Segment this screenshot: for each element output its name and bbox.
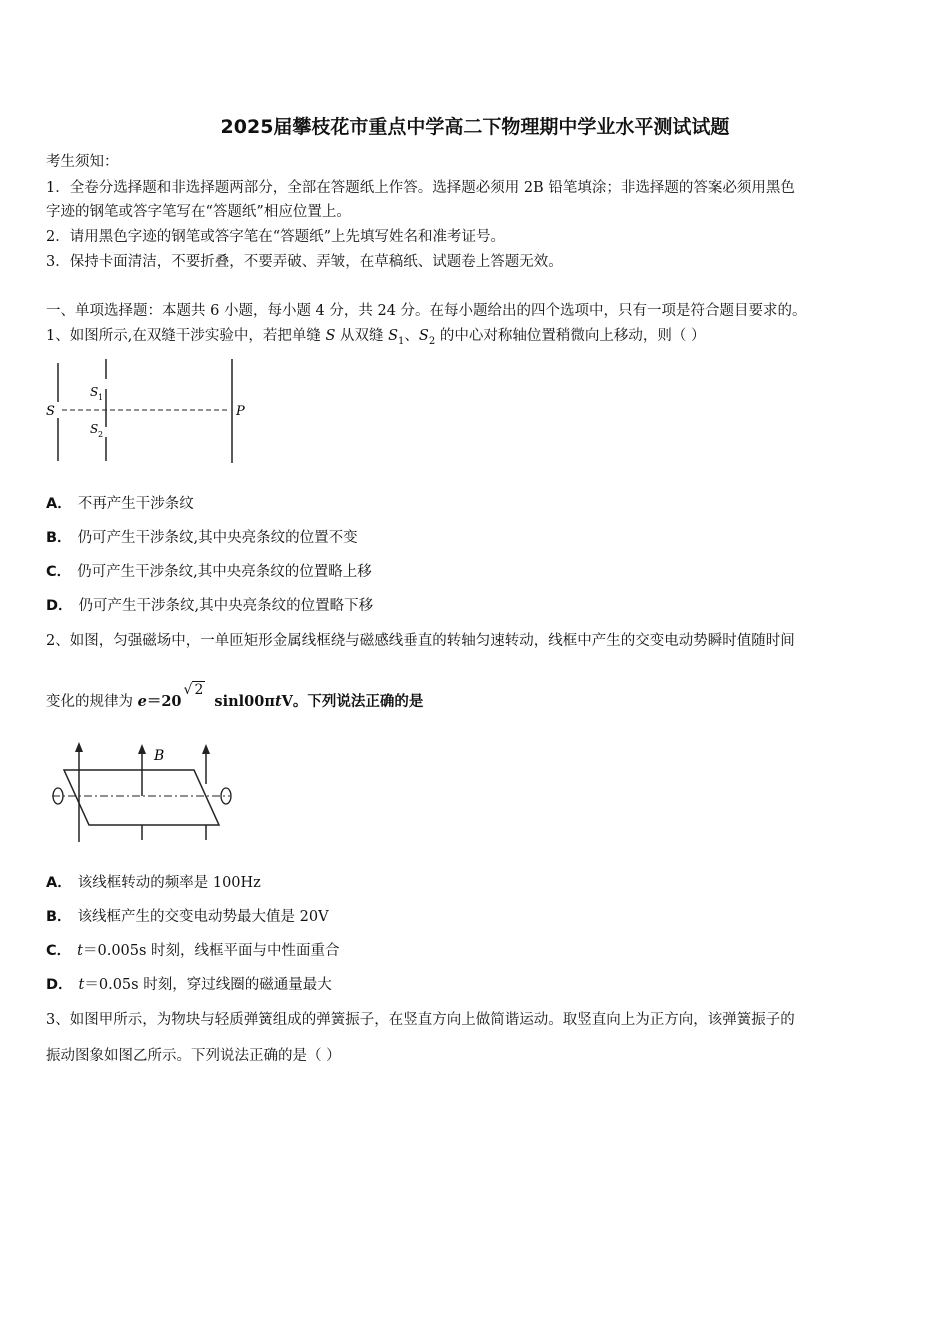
notice-line-1a: 1．全卷分选择题和非选择题两部分，全部在答题纸上作答。选择题必须用 2B 铅笔填涂；非选择题的答案必须用黑色 bbox=[46, 180, 795, 196]
notice-heading: 考生须知： bbox=[46, 154, 119, 170]
q2-option-b: B． 该线框产生的交变电动势最大值是 20V bbox=[46, 909, 329, 925]
q1-stem: 1、如图所示,在双缝干涉实验中，若把单缝 S 从双缝 $S_1$、$S_2$ 的中心对称轴位置稍微向上移动，则（ ） bbox=[46, 328, 706, 347]
page-title: 2025届攀枝花市重点中学高二下物理期中学业水平测试试题 bbox=[220, 116, 730, 138]
label-S: S bbox=[46, 404, 55, 419]
label-S1-sub: 1 bbox=[98, 393, 104, 402]
sqrt-2: √ 2 bbox=[183, 682, 204, 698]
q1-option-a: A． 不再产生干涉条纹 bbox=[46, 496, 194, 512]
q2-stem-1: 2、如图，匀强磁场中，一单匝矩形金属线框绕与磁感线垂直的转轴匀速转动，线框中产生的交变电动势瞬时值随时间 bbox=[46, 633, 795, 649]
q2-option-d: D． t＝0.05s 时刻，穿过线圈的磁通量最大 bbox=[46, 977, 332, 993]
notice-line-2: 2．请用黑色字迹的钢笔或答字笔在“答题纸”上先填写姓名和准考证号。 bbox=[46, 229, 506, 245]
label-P: P bbox=[236, 404, 245, 419]
notice-line-1b: 字迹的钢笔或答字笔写在“答题纸”相应位置上。 bbox=[46, 204, 351, 220]
double-slit-diagram bbox=[44, 355, 254, 467]
q2-option-a: A． 该线框转动的频率是 100Hz bbox=[46, 875, 261, 891]
q2-stem-2: 变化的规律为 e＝20√ 2 sinl00πtV。下列说法正确的是 bbox=[46, 682, 424, 710]
rotating-coil-diagram bbox=[44, 740, 244, 848]
label-S1: S bbox=[90, 385, 99, 399]
q3-stem-1: 3、如图甲所示，为物块与轻质弹簧组成的弹簧振子，在竖直方向上做简谐运动。取竖直向上为正方向，该弹簧振子的 bbox=[46, 1012, 795, 1028]
section-heading: 一、单项选择题：本题共 6 小题，每小题 4 分，共 24 分。在每小题给出的四个选项中，只有一项是符合题目要求的。 bbox=[46, 303, 807, 319]
q2-option-c: C． t＝0.005s 时刻，线框平面与中性面重合 bbox=[46, 943, 340, 959]
label-S2-sub: 2 bbox=[98, 430, 104, 439]
label-S2: S bbox=[90, 422, 99, 436]
q1-option-c: C． 仍可产生干涉条纹,其中央亮条纹的位置略上移 bbox=[46, 564, 372, 580]
q1-option-b: B． 仍可产生干涉条纹,其中央亮条纹的位置不变 bbox=[46, 530, 358, 546]
q1-option-d: D． 仍可产生干涉条纹,其中央亮条纹的位置略下移 bbox=[46, 598, 374, 614]
label-B: B bbox=[154, 748, 165, 764]
notice-line-3: 3．保持卡面清洁，不要折叠，不要弄破、弄皱，在草稿纸、试题卷上答题无效。 bbox=[46, 254, 563, 270]
q3-stem-2: 振动图象如图乙所示。下列说法正确的是（ ） bbox=[46, 1048, 341, 1064]
